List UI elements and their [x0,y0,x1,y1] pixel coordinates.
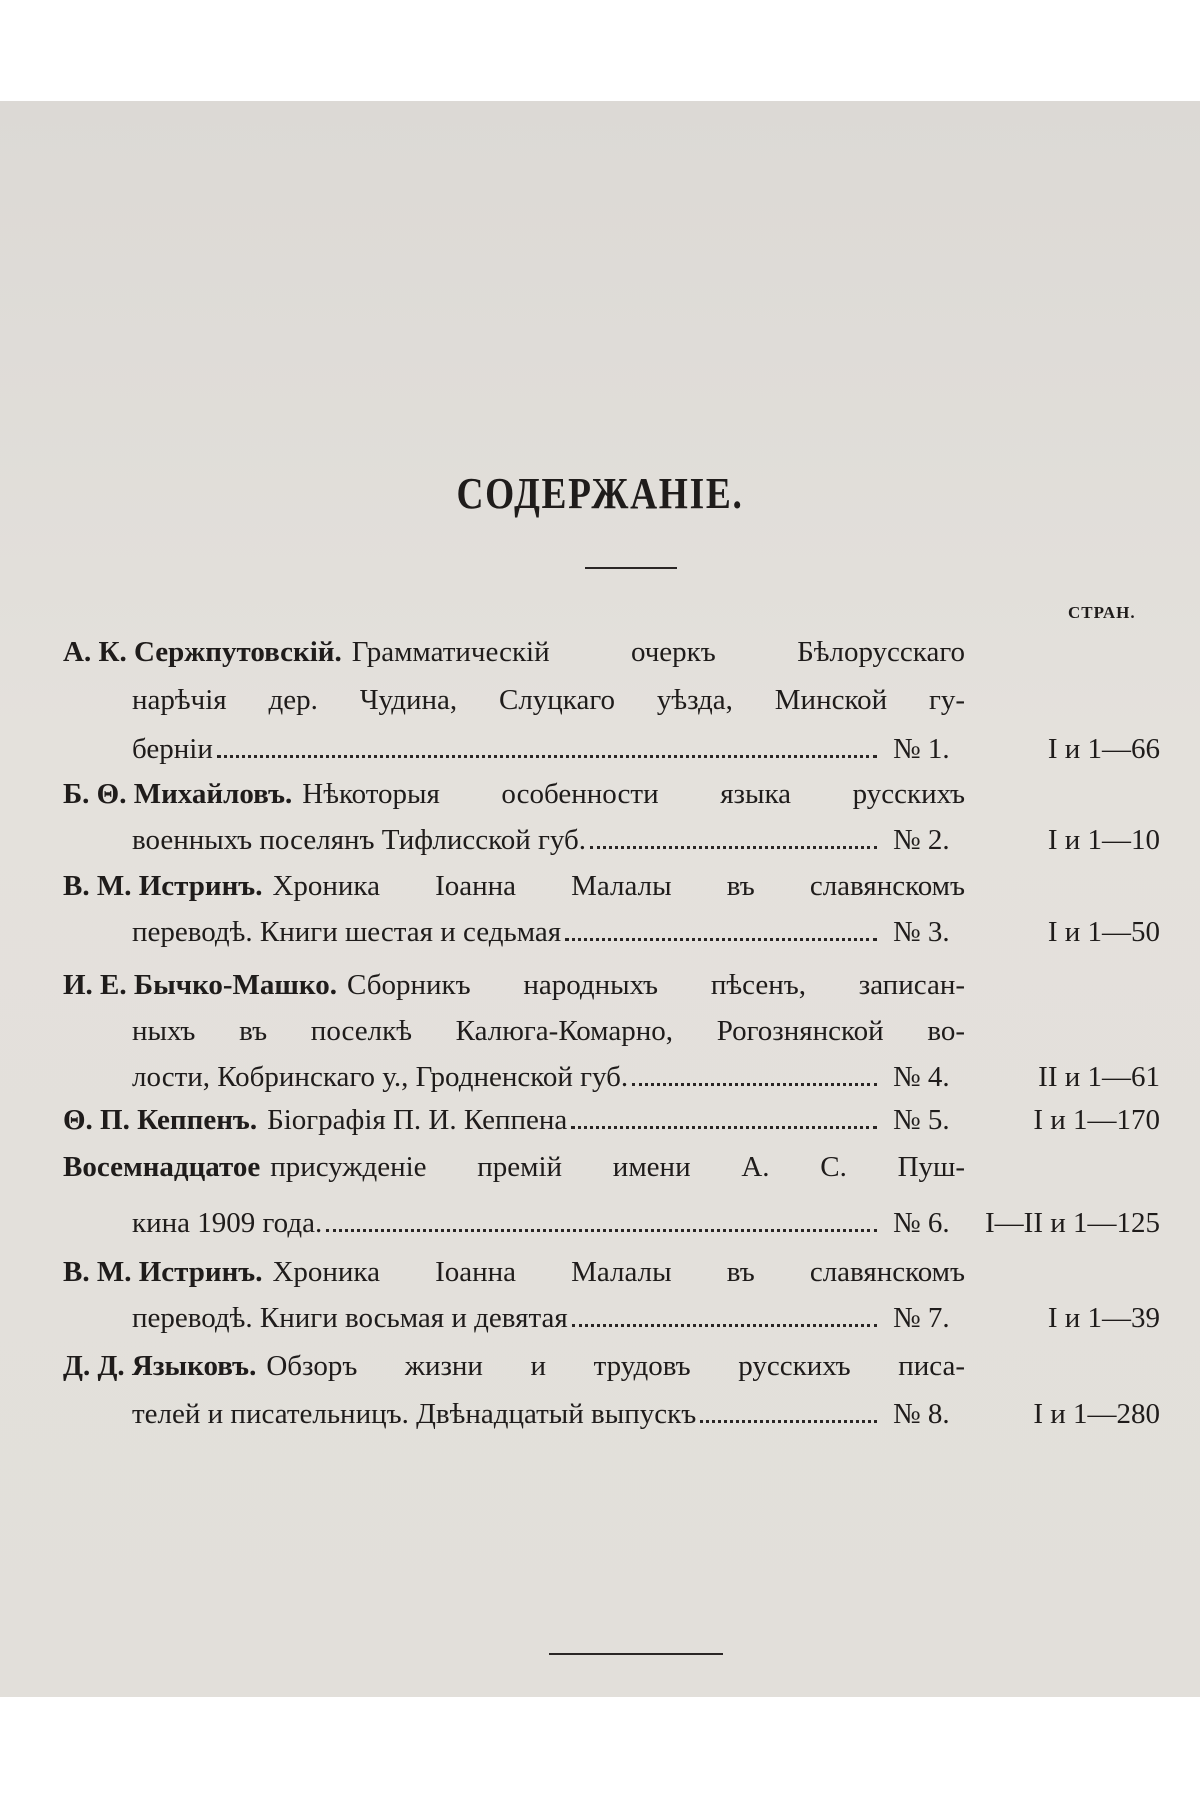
toc-entry-line [132,914,885,950]
toc-entry-line [63,1348,965,1384]
entry-title-text: ныхъ въ поселкѣ Калюга-Комарно, Рогознянской во- [132,1015,965,1047]
page-range: I и 1—50 [1047,916,1160,948]
entry-title-text: телей и писательницъ. Двѣнадцатый выпускъ [132,1398,697,1430]
toc-entry-line [132,682,965,718]
entry-title-text: берніи [132,733,213,765]
page-range: I и 1—280 [1033,1398,1160,1430]
entry-author: Б. Θ. Михайловъ. [63,778,293,810]
page-range: I и 1—170 [1033,1104,1160,1136]
entry-title-text: Сборникъ народныхъ пѣсенъ, записан- [347,969,965,1001]
entry-title-text: переводѣ. Книги восьмая и девятая [132,1302,568,1334]
page-range: I и 1—66 [1047,733,1160,765]
dot-leader [590,846,877,849]
entry-title-text: военныхъ поселянъ Тифлисской губ. [132,824,587,856]
dot-leader [217,755,877,758]
entry-title-text: Біографія П. И. Кеппена [267,1104,568,1136]
page-range: I и 1—10 [1047,824,1160,856]
entry-title-text: Хроника Іоанна Малалы въ славянскомъ [272,870,965,902]
toc-entry-line [63,1102,885,1138]
toc-entry-line [63,967,965,1003]
dot-leader [700,1420,877,1423]
issue-number: № 1. [893,733,950,765]
entry-title-text: переводѣ. Книги шестая и седьмая [132,916,562,948]
dot-leader [565,938,877,941]
issue-number: № 8. [893,1398,950,1430]
page-range: I—II и 1—125 [985,1207,1160,1239]
toc-entry-line [132,1013,965,1049]
page-range: I и 1—39 [1047,1302,1160,1334]
entry-author: В. М. Истринъ. [63,870,263,902]
toc-entry-line [63,1149,965,1185]
entry-author: Θ. П. Кеппенъ. [63,1104,258,1136]
toc-entry-line [63,1254,965,1290]
bottom-divider [549,1653,723,1655]
dot-leader [571,1126,877,1129]
entry-title-text: Обзоръ жизни и трудовъ русскихъ писа- [266,1350,965,1382]
issue-number: № 7. [893,1302,950,1334]
issue-number: № 2. [893,824,950,856]
toc-entry-line [63,776,965,812]
entry-title-text: лости, Кобринскаго у., Гродненской губ. [132,1061,629,1093]
entry-author: И. Е. Бычко-Машко. [63,969,337,1001]
entry-title-text: Хроника Іоанна Малалы въ славянскомъ [272,1256,965,1288]
page-range: II и 1—61 [1038,1061,1160,1093]
issue-number: № 5. [893,1104,950,1136]
entry-author: А. К. Сержпутовскій. [63,636,342,668]
entry-title-text: Нѣкоторыя особенности языка русскихъ [302,778,965,810]
toc-entry-line [63,634,965,670]
entry-author: Д. Д. Языковъ. [63,1350,257,1382]
page-title: СОДЕРЖАНІЕ. [456,469,744,518]
dot-leader [632,1083,877,1086]
toc-entry-line [132,1059,885,1095]
issue-number: № 3. [893,916,950,948]
entry-title-text: нарѣчія дер. Чудина, Слуцкаго уѣзда, Минской гу- [132,684,965,716]
toc-entry-line [132,1205,885,1241]
issue-number: № 6. [893,1207,950,1239]
toc-entry-line [132,731,885,767]
toc-entry-line [132,822,885,858]
dot-leader [326,1229,877,1232]
entry-title-text: присужденіе премій имени А. С. Пуш- [270,1151,965,1183]
entry-author: В. М. Истринъ. [63,1256,263,1288]
pages-column-header: СТРАН. [1068,603,1136,622]
toc-entry-line [63,868,965,904]
title-divider [585,567,677,569]
toc-entry-line [132,1300,885,1336]
toc-entry-line [132,1396,885,1432]
dot-leader [572,1324,877,1327]
entry-title-text: Грамматическій очеркъ Бѣлорусскаго [351,636,965,668]
entry-title-text: кина 1909 года. [132,1207,323,1239]
issue-number: № 4. [893,1061,950,1093]
entry-author: Восемнадцатое [63,1151,261,1183]
